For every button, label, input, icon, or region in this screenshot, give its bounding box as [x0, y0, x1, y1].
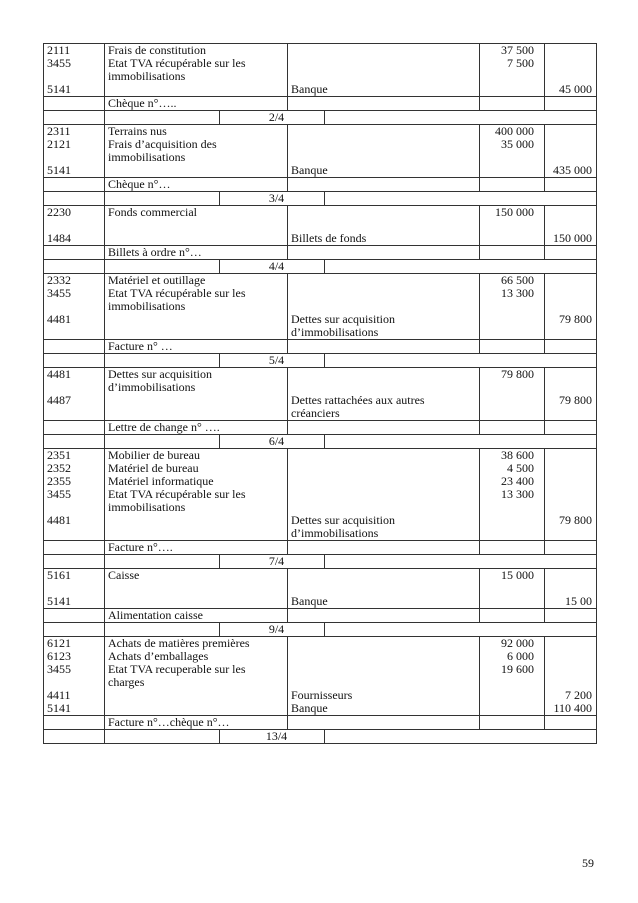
reference-text: Chèque n°… [108, 177, 171, 191]
journal-entry [43, 636, 597, 744]
journal-entry [43, 43, 597, 124]
account-code: 1484 [47, 231, 71, 245]
account-code: 5141 [47, 163, 71, 177]
debit-amount: 79 800 [501, 367, 534, 381]
column-rule [219, 354, 220, 367]
debit-account-label: Matériel de bureau [108, 461, 199, 475]
column-rule [219, 435, 220, 448]
debit-amount: 66 500 [501, 273, 534, 287]
entry-lines [44, 274, 596, 339]
debit-amount: 19 600 [501, 662, 534, 676]
account-code: 2230 [47, 205, 71, 219]
account-code: 2111 [47, 43, 71, 57]
entry-date: 9/4 [268, 622, 285, 636]
credit-amount: 150 000 [553, 231, 592, 245]
reference-text: Billets à ordre n°… [108, 245, 202, 259]
debit-amount: 38 600 [501, 448, 534, 462]
credit-account-label: Dettes sur acquisition [291, 513, 395, 527]
column-rule [324, 730, 325, 743]
journal-entry [43, 367, 597, 448]
entry-lines [44, 637, 596, 715]
credit-amount: 79 800 [559, 393, 592, 407]
entry-lines [44, 368, 596, 420]
column-rule [324, 111, 325, 124]
reference-text: Facture n° … [108, 339, 173, 353]
credit-account-label: Banque [291, 701, 328, 715]
entry-reference [44, 715, 596, 729]
debit-account-label: Etat TVA récupérable sur les [108, 56, 246, 70]
date-separator [44, 729, 596, 743]
entry-line [44, 164, 596, 177]
credit-account-label: Dettes sur acquisition [291, 312, 395, 326]
credit-account-label: Banque [291, 163, 328, 177]
debit-account-label: Achats d’emballages [108, 649, 209, 663]
debit-amount: 7 500 [507, 56, 534, 70]
entry-line [44, 206, 596, 219]
credit-account-label: Fournisseurs [291, 688, 353, 702]
entry-reference [44, 96, 596, 110]
entry-line [44, 595, 596, 608]
credit-account-label: créanciers [291, 406, 340, 420]
debit-amount: 92 000 [501, 636, 534, 650]
debit-account-label: Dettes sur acquisition [108, 367, 212, 381]
entry-line [44, 326, 596, 339]
entry-date: 5/4 [268, 353, 285, 367]
account-code: 2121 [47, 137, 71, 151]
entry-lines [44, 206, 596, 245]
entry-line [44, 83, 596, 96]
account-code: 6123 [47, 649, 71, 663]
debit-account-label: Matériel informatique [108, 474, 214, 488]
account-code: 3455 [47, 286, 71, 300]
column-rule [219, 111, 220, 124]
date-separator [44, 191, 596, 205]
credit-account-label: Billets de fonds [291, 231, 367, 245]
journal-entry [43, 568, 597, 636]
entry-lines [44, 449, 596, 540]
entry-reference [44, 245, 596, 259]
date-separator [44, 434, 596, 448]
account-code: 5161 [47, 568, 71, 582]
column-rule [104, 623, 105, 636]
entry-reference [44, 339, 596, 353]
debit-account-label: Frais de constitution [108, 43, 206, 57]
debit-amount: 150 000 [495, 205, 534, 219]
entry-line [44, 569, 596, 582]
column-rule [104, 111, 105, 124]
entry-lines [44, 125, 596, 177]
reference-text: Chèque n°….. [108, 96, 177, 110]
debit-account-label: Etat TVA récupérable sur les [108, 286, 246, 300]
debit-amount: 37 500 [501, 43, 534, 57]
credit-amount: 79 800 [559, 312, 592, 326]
credit-amount: 7 200 [565, 688, 592, 702]
journal-entry [43, 205, 597, 273]
debit-account-label: Caisse [108, 568, 140, 582]
credit-amount: 435 000 [553, 163, 592, 177]
account-code: 2311 [47, 124, 71, 138]
date-separator [44, 259, 596, 273]
entry-date: 4/4 [268, 259, 285, 273]
column-rule [104, 730, 105, 743]
debit-amount: 4 500 [507, 461, 534, 475]
debit-amount: 13 300 [501, 286, 534, 300]
credit-amount: 15 00 [565, 594, 592, 608]
account-code: 3455 [47, 56, 71, 70]
debit-account-label: Achats de matières premières [108, 636, 250, 650]
entry-line [44, 232, 596, 245]
column-rule [219, 730, 220, 743]
account-code: 4481 [47, 513, 71, 527]
column-rule [104, 435, 105, 448]
entry-date: 7/4 [268, 554, 285, 568]
account-code: 2355 [47, 474, 71, 488]
debit-account-label: immobilisations [108, 150, 186, 164]
debit-amount: 35 000 [501, 137, 534, 151]
credit-account-label: Dettes rattachées aux autres [291, 393, 425, 407]
entry-line [44, 527, 596, 540]
account-code: 6121 [47, 636, 71, 650]
debit-amount: 13 300 [501, 487, 534, 501]
account-code: 3455 [47, 662, 71, 676]
date-separator [44, 353, 596, 367]
entry-reference [44, 420, 596, 434]
column-rule [324, 623, 325, 636]
column-rule [324, 260, 325, 273]
column-rule [219, 260, 220, 273]
entry-line [44, 702, 596, 715]
account-code: 5141 [47, 82, 71, 96]
debit-account-label: Terrains nus [108, 124, 167, 138]
column-rule [324, 435, 325, 448]
column-rule [219, 192, 220, 205]
account-code: 2332 [47, 273, 71, 287]
credit-amount: 110 400 [553, 701, 592, 715]
credit-account-label: Banque [291, 82, 328, 96]
debit-account-label: immobilisations [108, 299, 186, 313]
debit-account-label: Fonds commercial [108, 205, 197, 219]
column-rule [219, 555, 220, 568]
journal-entry [43, 448, 597, 568]
entry-line [44, 407, 596, 420]
column-rule [104, 555, 105, 568]
debit-account-label: immobilisations [108, 500, 186, 514]
column-rule [324, 192, 325, 205]
date-separator [44, 110, 596, 124]
journal-entry [43, 124, 597, 205]
date-separator [44, 554, 596, 568]
account-code: 4411 [47, 688, 71, 702]
debit-account-label: Mobilier de bureau [108, 448, 200, 462]
debit-account-label: Matériel et outillage [108, 273, 206, 287]
reference-text: Lettre de change n° …. [108, 420, 220, 434]
entry-reference [44, 608, 596, 622]
debit-account-label: Etat TVA récupérable sur les [108, 487, 246, 501]
debit-account-label: Etat TVA recuperable sur les [108, 662, 246, 676]
credit-amount: 79 800 [559, 513, 592, 527]
credit-account-label: d’immobilisations [291, 526, 379, 540]
account-code: 4487 [47, 393, 71, 407]
reference-text: Alimentation caisse [108, 608, 203, 622]
debit-amount: 400 000 [495, 124, 534, 138]
account-code: 3455 [47, 487, 71, 501]
debit-amount: 23 400 [501, 474, 534, 488]
entry-date: 6/4 [268, 434, 285, 448]
credit-amount: 45 000 [559, 82, 592, 96]
reference-text: Facture n°…. [108, 540, 173, 554]
entry-date: 3/4 [268, 191, 285, 205]
column-rule [104, 192, 105, 205]
account-code: 5141 [47, 594, 71, 608]
account-code: 4481 [47, 312, 71, 326]
column-rule [324, 555, 325, 568]
date-separator [44, 622, 596, 636]
debit-account-label: d’immobilisations [108, 380, 196, 394]
column-rule [104, 260, 105, 273]
entry-reference [44, 177, 596, 191]
account-code: 2351 [47, 448, 71, 462]
debit-account-label: Frais d’acquisition des [108, 137, 217, 151]
entry-lines [44, 44, 596, 96]
account-code: 5141 [47, 701, 71, 715]
page-number: 59 [582, 856, 594, 870]
column-rule [324, 354, 325, 367]
entry-reference [44, 540, 596, 554]
column-rule [104, 354, 105, 367]
account-code: 2352 [47, 461, 71, 475]
entry-date: 13/4 [265, 729, 288, 743]
account-code: 4481 [47, 367, 71, 381]
entry-date: 2/4 [268, 110, 285, 124]
reference-text: Facture n°…chèque n°… [108, 715, 230, 729]
journal-table [43, 43, 597, 744]
debit-account-label: immobilisations [108, 69, 186, 83]
credit-account-label: d’immobilisations [291, 325, 379, 339]
credit-account-label: Banque [291, 594, 328, 608]
entry-lines [44, 569, 596, 608]
debit-amount: 15 000 [501, 568, 534, 582]
debit-amount: 6 000 [507, 649, 534, 663]
journal-entry [43, 273, 597, 367]
column-rule [219, 623, 220, 636]
debit-account-label: charges [108, 675, 145, 689]
